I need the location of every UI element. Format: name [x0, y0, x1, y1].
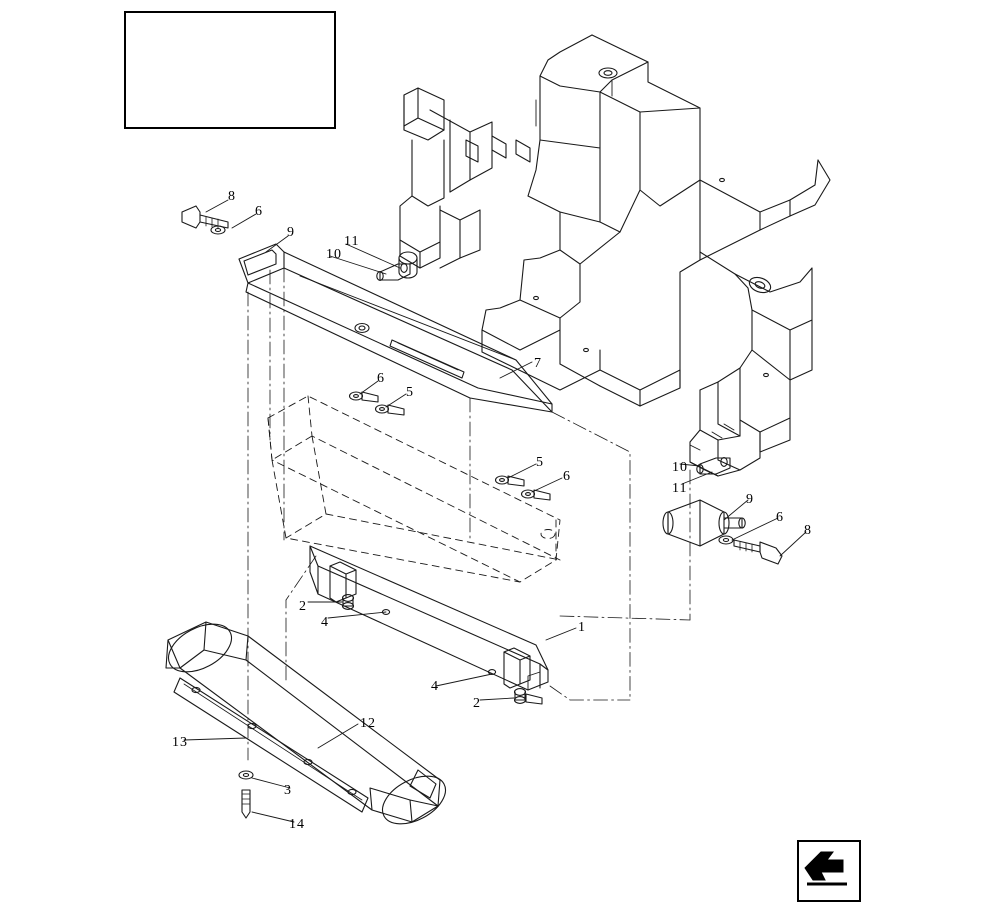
callout-number: 4 [321, 615, 329, 630]
callout-number: 6 [255, 204, 263, 219]
part-12-13-roller-assembly [161, 614, 454, 833]
callout-number: 10 [672, 460, 688, 475]
manufacturer-logo [797, 840, 861, 902]
title-block [124, 11, 336, 129]
callout-number: 6 [377, 371, 385, 386]
part-7-upper-bar [239, 244, 552, 412]
callout-number: 12 [360, 716, 376, 731]
phantom-outlines [268, 396, 560, 582]
callout-number: 8 [228, 189, 236, 204]
callout-number: 8 [804, 523, 812, 538]
callout-number: 1 [578, 620, 586, 635]
callout-number: 9 [287, 225, 295, 240]
callout-number: 2 [473, 696, 481, 711]
callout-number: 14 [289, 817, 305, 832]
callout-leaders [184, 200, 806, 822]
part-1-mounting-plate [310, 546, 548, 690]
callout-number: 11 [344, 234, 360, 249]
callout-number: 2 [299, 599, 307, 614]
callout-number: 4 [431, 679, 439, 694]
callout-number: 6 [776, 510, 784, 525]
callout-number: 6 [563, 469, 571, 484]
callout-number: 3 [284, 783, 292, 798]
callout-number: 11 [672, 481, 688, 496]
callout-number: 5 [406, 385, 414, 400]
callout-number: 9 [746, 492, 754, 507]
callout-number: 5 [536, 455, 544, 470]
loader-frame-assembly [482, 35, 830, 476]
arrow-logo-icon [799, 842, 855, 896]
callout-number: 7 [534, 356, 542, 371]
callout-number: 13 [172, 735, 188, 750]
fasteners [182, 206, 782, 818]
upper-arm-assembly [399, 88, 530, 278]
callout-number: 10 [326, 247, 342, 262]
